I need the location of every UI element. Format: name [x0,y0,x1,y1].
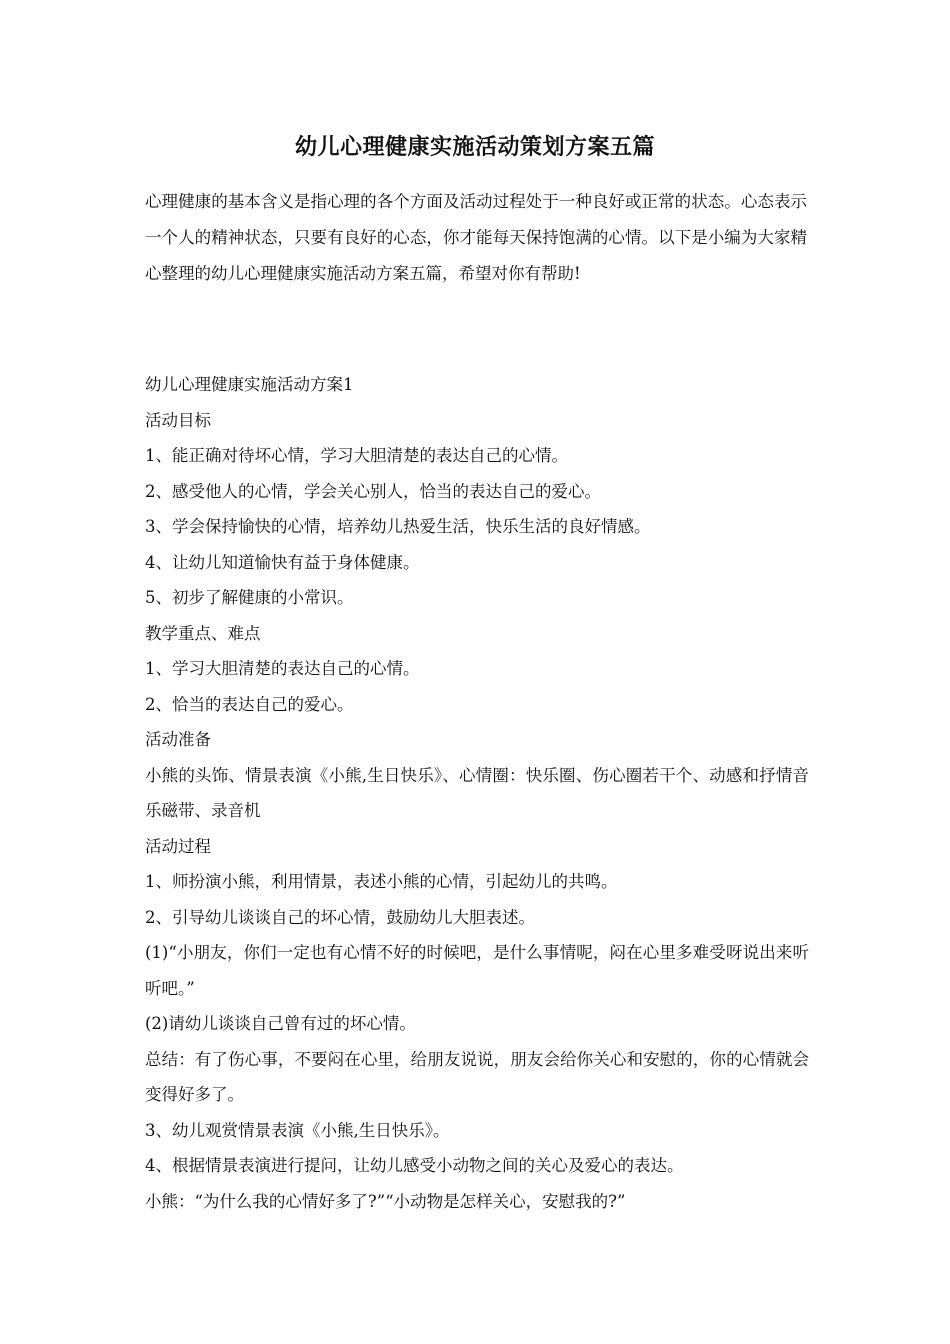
paragraph: 小熊：“为什么我的心情好多了?”“小动物是怎样关心，安慰我的?” [145,1191,626,1211]
subheading: 活动过程 [145,836,211,856]
list-item: 2、感受他人的心情，学会关心别人，恰当的表达自己的爱心。 [145,481,601,501]
subheading: 活动目标 [145,410,211,430]
paragraph: (2)请幼儿谈谈自己曾有过的坏心情。 [145,1014,416,1033]
list-item: 2、恰当的表达自己的爱心。 [145,694,354,714]
document-title: 幼儿心理健康实施活动策划方案五篇 [294,134,655,160]
paragraph: 小熊的头饰、情景表演《小熊,生日快乐》、心情圈：快乐圈、伤心圈若干个、动感和抒情音乐磁带、录音机 [145,765,809,820]
document-body [145,367,809,1219]
paragraph: 总结：有了伤心事，不要闷在心里，给朋友说说，朋友会给你关心和安慰的，你的心情就会变得好多了。 [145,1049,809,1104]
intro-paragraph: 心理健康的基本含义是指心理的各个方面及活动过程处于一种良好或正常的状态。心态表示一个人的精神状态，只要有良好的心态，你才能每天保持饱满的心情。以下是小编为大家精心整理的幼儿心理健康实施活动方案五篇，希望对你有帮助! [145,192,807,283]
list-item: 4、根据情景表演进行提问，让幼儿感受小动物之间的关心及爱心的表达。 [145,1156,684,1175]
list-item: 1、能正确对待坏心情，学习大胆清楚的表达自己的心情。 [145,446,568,465]
paragraph: (1)“小朋友，你们一定也有心情不好的时候吧，是什么事情呢，闷在心里多难受呀说出来听听吧。” [145,943,809,998]
subheading: 教学重点、难点 [145,623,261,643]
list-item: 2、引导幼儿谈谈自己的坏心情，鼓励幼儿大胆表述。 [145,907,535,927]
section-heading: 幼儿心理健康实施活动方案1 [145,375,354,394]
list-item: 1、学习大胆清楚的表达自己的心情。 [145,659,420,678]
list-item: 4、让幼儿知道愉快有益于身体健康。 [145,552,420,572]
list-item: 5、初步了解健康的小常识。 [145,588,354,607]
list-item: 1、师扮演小熊，利用情景，表述小熊的心情，引起幼儿的共鸣。 [145,872,618,891]
list-item: 3、学会保持愉快的心情，培养幼儿热爱生活，快乐生活的良好情感。 [145,517,651,536]
list-item: 3、幼儿观赏情景表演《小熊,生日快乐》。 [145,1120,450,1140]
subheading: 活动准备 [145,730,211,749]
